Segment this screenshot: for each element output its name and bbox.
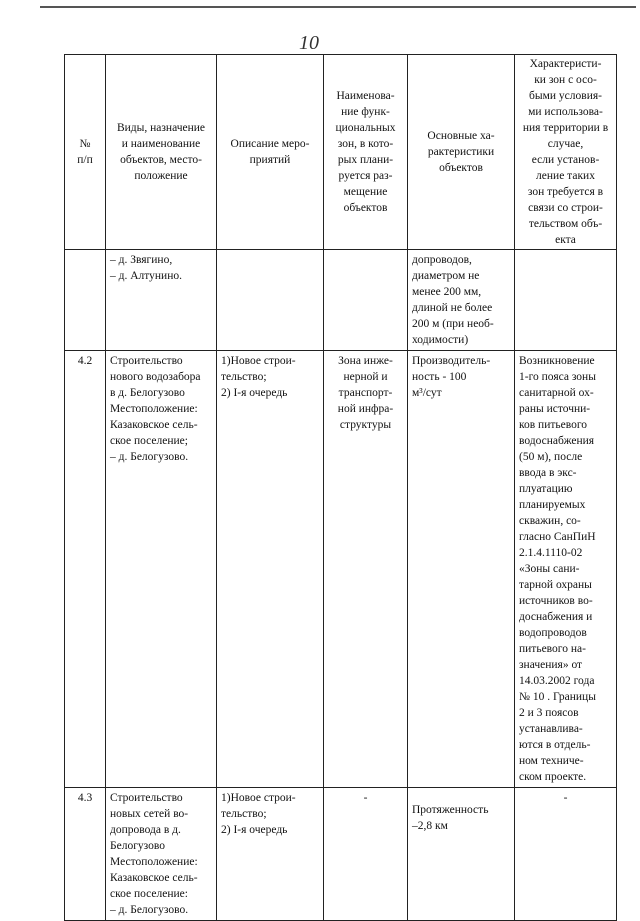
row-zone-characteristics (515, 250, 617, 351)
row-characteristics: допроводов, диаметром не менее 200 мм, длиной не более 200 м (при необ- ходимости) (408, 250, 515, 351)
row-characteristics: Протяженность –2,8 км (408, 788, 515, 921)
row-number (65, 250, 106, 351)
table-row (65, 351, 617, 788)
row-functional-zone (324, 250, 408, 351)
header-characteristics: Основные ха- рактеристики объектов (408, 55, 515, 250)
row-zone-characteristics: Возникновение 1-го пояса зоны санитарной ох- раны источни- ков питьевого водоснабжения (50 м), после ввода в экс- плуатацию планируемых скважин, со- гласно СанПиН 2.1.4.1110-02 «Зоны сани- тарной охраны источников во- доснабжения и водопроводов питьевого на- значения» от 14.03.2002 года № 10 . Границы 2 и 3 поясов устанавлива- ются в отдель- ном техниче- ском проекте. (515, 351, 617, 788)
row-object-name: Строительство нового водозабора в д. Белогузово Местоположение: Казаковское сель- ское поселение; – д. Белогузово. (106, 351, 217, 788)
row-zone-characteristics: - (515, 788, 617, 921)
row-object-name: – д. Звягино, – д. Алтунино. (106, 250, 217, 351)
page-number: 10 (299, 32, 319, 54)
row-object-name: Строительство новых сетей во- допровода в д. Белогузово Местоположение: Казаковское сель- ское поселение: – д. Белогузово. (106, 788, 217, 921)
row-number: 4.3 (65, 788, 106, 921)
header-functional-zone: Наименова- ние функ- циональных зон, в кото- рых плани- руется раз- мещение объектов (324, 55, 408, 250)
objects-table (64, 54, 617, 921)
top-border-line (40, 6, 636, 8)
row-description (217, 250, 324, 351)
header-number: № п/п (65, 55, 106, 250)
table-header-row (65, 55, 617, 250)
header-object-type: Виды, назначение и наименование объектов, место- положение (106, 55, 217, 250)
table-row (65, 250, 617, 351)
row-description: 1)Новое строи- тельство; 2) I-я очередь (217, 351, 324, 788)
row-characteristics: Производитель- ность - 100 м³/сут (408, 351, 515, 788)
row-functional-zone: - (324, 788, 408, 921)
header-description: Описание меро- приятий (217, 55, 324, 250)
table-row (65, 788, 617, 921)
header-zone-characteristics: Характеристи- ки зон с осо- быми условия- ми использова- ния территории в случае, если установ- ление таких зон требуется в связи со строи- тельством объ- екта (515, 55, 617, 250)
row-number: 4.2 (65, 351, 106, 788)
row-description: 1)Новое строи- тельство; 2) I-я очередь (217, 788, 324, 921)
row-functional-zone: Зона инже- нерной и транспорт- ной инфра- структуры (324, 351, 408, 788)
